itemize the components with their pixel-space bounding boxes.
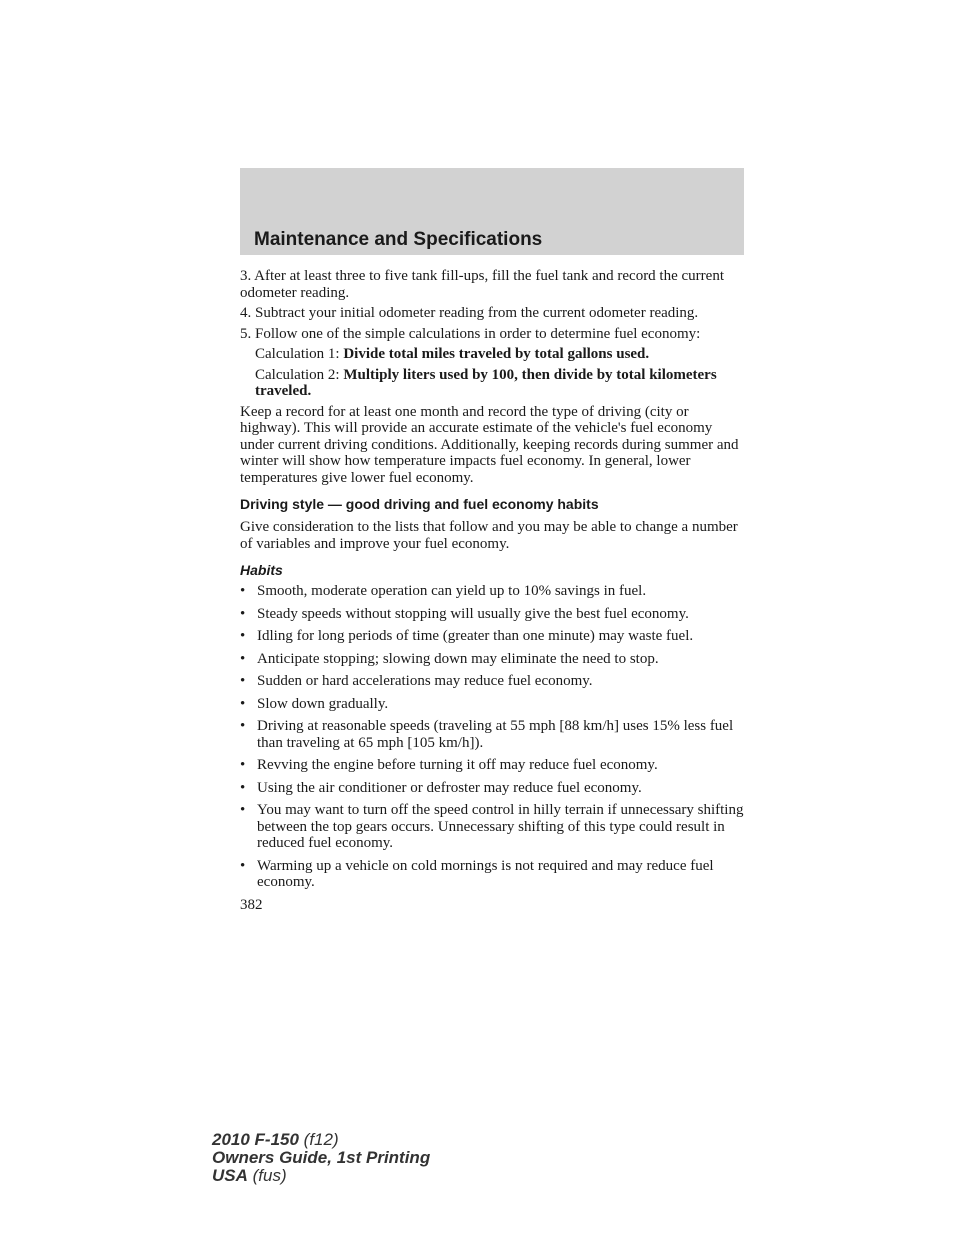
calculation-1-label: Calculation 1: bbox=[255, 346, 344, 362]
list-item-text: You may want to turn off the speed control in hilly terrain if unnecessary shifting between the top gears occurs. Unnecessary shifting of this type could result in reduced fuel economy. bbox=[257, 802, 744, 851]
list-item-text: Smooth, moderate operation can yield up to 10% savings in fuel. bbox=[257, 583, 647, 599]
main-content bbox=[240, 268, 746, 913]
footer-model-code: (f12) bbox=[298, 1130, 339, 1149]
footer-market-line bbox=[212, 1167, 430, 1185]
bullet-icon: • bbox=[240, 628, 246, 644]
bullet-icon: • bbox=[240, 857, 246, 874]
footer-model: 2010 F-150 bbox=[212, 1130, 299, 1149]
list-item bbox=[240, 628, 746, 645]
section-intro: Give consideration to the lists that follow and you may be able to change a number of variables and improve your fuel economy. bbox=[240, 519, 738, 552]
calculation-2-text: Multiply liters used by 100, then divide by total kilometers traveled. bbox=[255, 366, 717, 399]
list-item bbox=[240, 780, 746, 797]
list-item-text: Revving the engine before turning it off may reduce fuel economy. bbox=[257, 757, 658, 773]
calculation-1-text: Divide total miles traveled by total gallons used. bbox=[343, 346, 650, 362]
bullet-icon: • bbox=[240, 802, 246, 818]
list-item-text: Anticipate stopping; slowing down may eliminate the need to stop. bbox=[257, 650, 659, 667]
list-item bbox=[240, 757, 746, 774]
step-3: 3. After at least three to five tank fill-ups, fill the fuel tank and record the current odometer reading. bbox=[240, 268, 724, 301]
record-paragraph: Keep a record for at least one month and record the type of driving (city or highway). This will provide an accurate estimate of the vehicle's fuel economy under current driving conditions. Additionally, keeping records during summer and winter will show how temperature impacts fuel economy. In general, lower temperatures give lower fuel economy. bbox=[240, 403, 739, 486]
calculation-1 bbox=[240, 346, 746, 363]
section-heading: Driving style — good driving and fuel economy habits bbox=[240, 496, 599, 512]
calculation-2-label: Calculation 2: bbox=[255, 366, 344, 383]
list-item-text: Driving at reasonable speeds (traveling at 55 mph [88 km/h] uses 15% less fuel than traveling at 65 mph [105 km/h]). bbox=[257, 718, 734, 751]
print-footer bbox=[212, 1131, 430, 1185]
bullet-icon: • bbox=[240, 757, 246, 773]
bullet-icon: • bbox=[240, 695, 246, 712]
bullet-icon: • bbox=[240, 605, 246, 622]
list-item bbox=[240, 583, 746, 600]
list-item-text: Using the air conditioner or defroster may reduce fuel economy. bbox=[257, 779, 642, 796]
footer-market: USA bbox=[212, 1166, 248, 1185]
page-title: Maintenance and Specifications bbox=[254, 229, 543, 250]
list-item-text: Warming up a vehicle on cold mornings is not required and may reduce fuel economy. bbox=[257, 857, 714, 890]
footer-market-code: (fus) bbox=[247, 1166, 287, 1185]
calculation-2 bbox=[240, 367, 746, 400]
list-item bbox=[240, 651, 746, 668]
bullet-icon: • bbox=[240, 673, 246, 689]
list-item bbox=[240, 673, 746, 690]
step-4: 4. Subtract your initial odometer reading from the current odometer reading. bbox=[240, 305, 699, 321]
list-item bbox=[240, 858, 746, 891]
habits-list bbox=[240, 583, 746, 891]
list-item bbox=[240, 696, 746, 713]
bullet-icon: • bbox=[240, 718, 246, 734]
page-number: 382 bbox=[240, 896, 263, 913]
bullet-icon: • bbox=[240, 779, 246, 796]
section-header-band bbox=[240, 168, 744, 255]
step-5: 5. Follow one of the simple calculations in order to determine fuel economy: bbox=[240, 325, 701, 342]
list-item-text: Steady speeds without stopping will usually give the best fuel economy. bbox=[257, 605, 689, 622]
bullet-icon: • bbox=[240, 650, 246, 667]
list-item-text: Slow down gradually. bbox=[257, 695, 389, 712]
bullet-icon: • bbox=[240, 583, 246, 599]
footer-guide: Owners Guide, 1st Printing bbox=[212, 1148, 431, 1167]
list-item-text: Idling for long periods of time (greater than one minute) may waste fuel. bbox=[257, 628, 694, 644]
list-item bbox=[240, 718, 746, 751]
habits-heading: Habits bbox=[240, 562, 283, 578]
list-item bbox=[240, 606, 746, 623]
list-item-text: Sudden or hard accelerations may reduce fuel economy. bbox=[257, 673, 593, 689]
list-item bbox=[240, 802, 746, 852]
footer-model-line bbox=[212, 1131, 430, 1149]
